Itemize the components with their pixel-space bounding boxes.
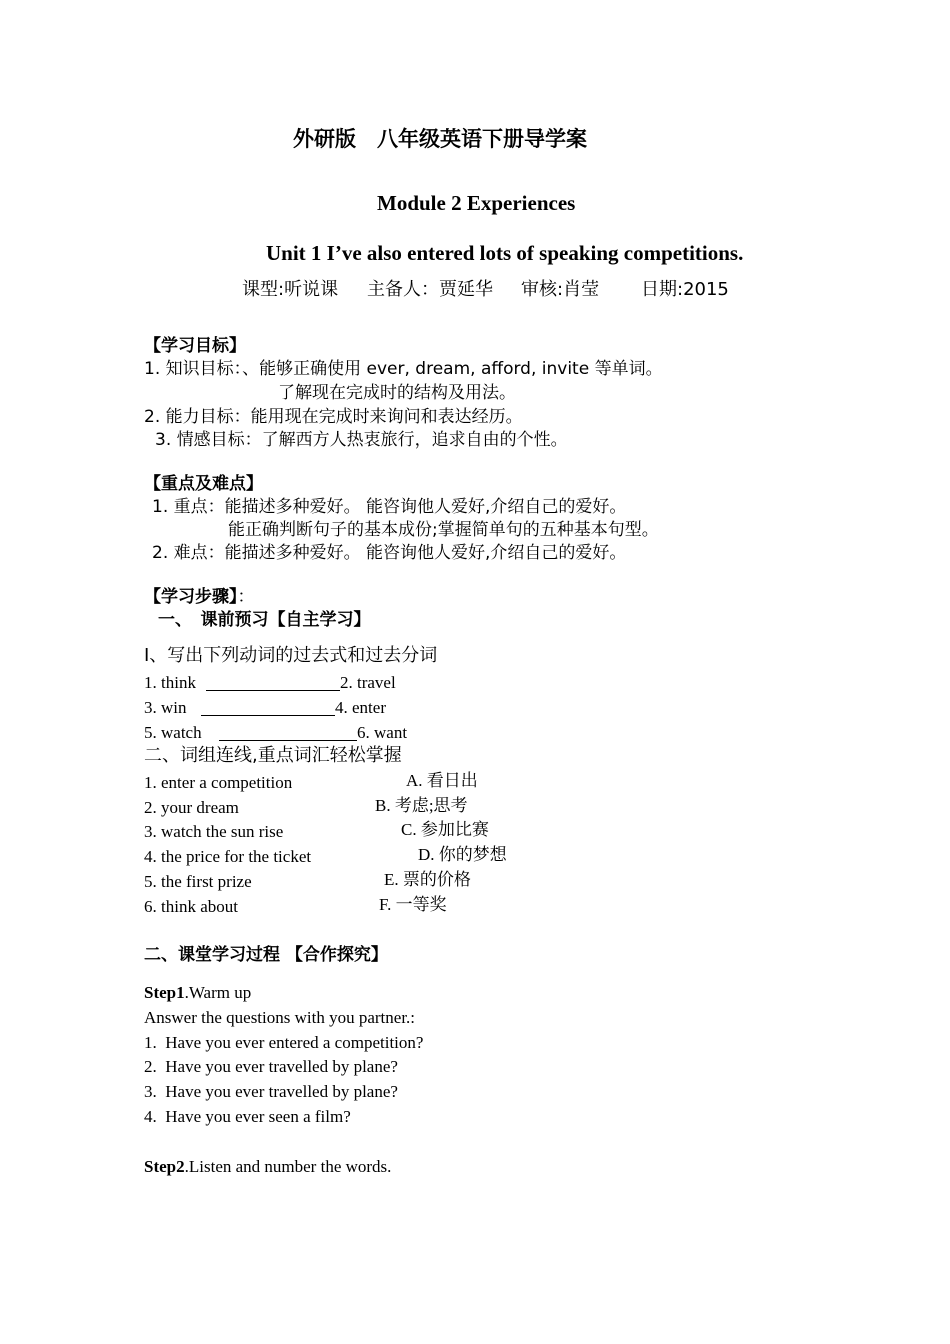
reviewer: 审核:肖莹 (521, 279, 600, 300)
verb-row-right: 4. enter (335, 698, 386, 717)
match-right: B. 考虑;思考 (375, 796, 468, 815)
match-left: 4. the price for the ticket (144, 847, 312, 866)
question-item: 1. Have you ever entered a competition? (144, 1033, 424, 1052)
answer-blank[interactable] (201, 699, 335, 716)
goal-item: 2. 能力目标：能用现在完成时来询问和表达经历。 (144, 407, 523, 427)
course-type: 课型:听说课 (242, 279, 339, 300)
match-right: C. 参加比赛 (401, 820, 489, 839)
goals-heading: 【学习目标】 (144, 336, 246, 356)
unit-title: Unit 1 I’ve also entered lots of speaking competitions. (266, 241, 744, 265)
key-point-item: 能正确判断句子的基本成份;掌握简单句的五种基本句型。 (228, 520, 659, 540)
verb-row: 3. win (144, 698, 187, 717)
verb-row: 5. watch (144, 723, 202, 742)
verb-row-right: 2. travel (340, 673, 396, 692)
question-item: 2. Have you ever travelled by plane? (144, 1057, 398, 1076)
key-points-heading: 【重点及难点】 (144, 474, 263, 494)
verb-row: 1. think (144, 673, 196, 692)
match-left: 1. enter a competition (144, 773, 293, 792)
date: 日期:2015 (641, 279, 729, 300)
module-title: Module 2 Experiences (377, 191, 576, 215)
match-right: D. 你的梦想 (418, 845, 507, 864)
steps-heading: 【学习步骤】： (144, 587, 255, 607)
match-left: 3. watch the sun rise (144, 822, 284, 841)
step1-title: Step1.Warm up (144, 983, 252, 1002)
preview-heading: 一、 课前预习【自主学习】 (158, 610, 371, 630)
key-point-item: 1. 重点：能描述多种爱好。 能咨询他人爱好,介绍自己的爱好。 (152, 497, 627, 517)
goal-item: 1. 知识目标：、能够正确使用 ever, dream, afford, invite 等单词。 (144, 359, 663, 379)
match-right: F. 一等奖 (379, 895, 447, 914)
key-point-item: 2. 难点：能描述多种爱好。 能咨询他人爱好,介绍自己的爱好。 (152, 543, 627, 563)
match-left: 2. your dream (144, 798, 239, 817)
part2-title: 二、词组连线,重点词汇轻松掌握 (144, 745, 402, 766)
part1-title: I、写出下列动词的过去式和过去分词 (144, 645, 438, 666)
question-item: 4. Have you ever seen a film? (144, 1107, 351, 1126)
match-left: 5. the first prize (144, 872, 252, 891)
classroom-heading: 二、课堂学习过程 【合作探究】 (144, 945, 388, 965)
goal-item: 3. 情感目标：了解西方人热衷旅行，追求自由的个性。 (155, 430, 568, 450)
answer-blank[interactable] (206, 674, 340, 691)
question-item: 3. Have you ever travelled by plane? (144, 1082, 398, 1101)
step1-instruction: Answer the questions with you partner.: (144, 1008, 416, 1027)
verb-row-right: 6. want (357, 723, 408, 742)
document-title: 外研版 八年级英语下册导学案 (293, 127, 587, 151)
match-left: 6. think about (144, 897, 238, 916)
preparer: 主备人：贾延华 (367, 279, 493, 300)
step2-title: Step2.Listen and number the words. (144, 1157, 392, 1176)
goal-item: 了解现在完成时的结构及用法。 (278, 383, 516, 403)
match-right: A. 看日出 (406, 771, 478, 790)
answer-blank[interactable] (219, 724, 357, 741)
match-right: E. 票的价格 (384, 870, 471, 889)
